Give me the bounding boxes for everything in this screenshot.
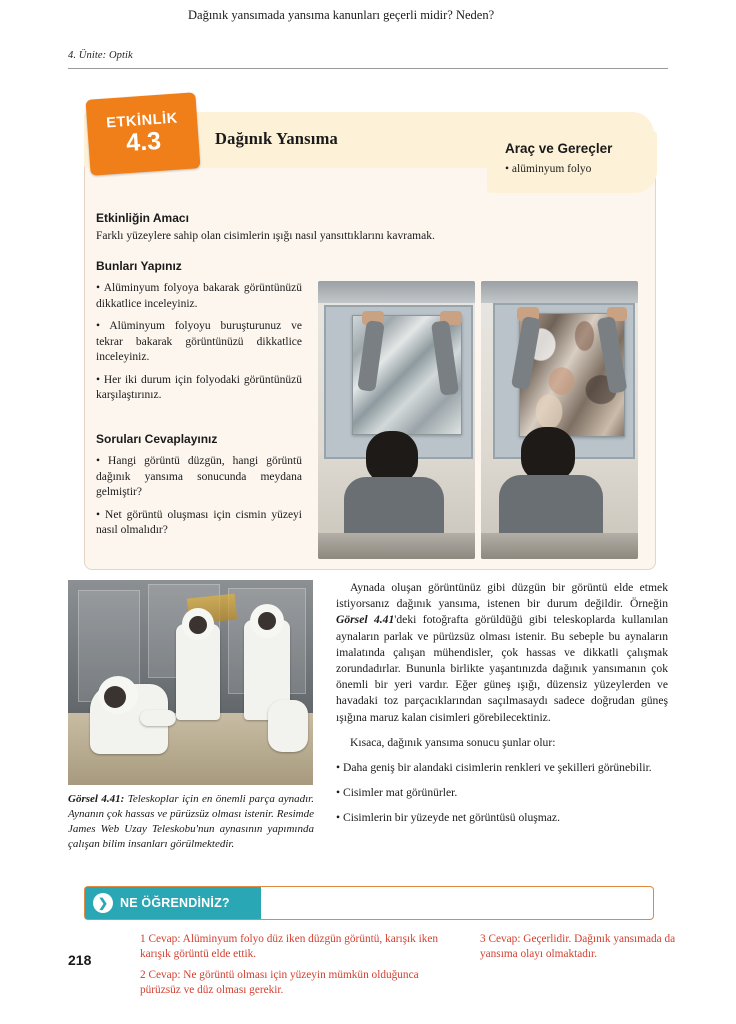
do-heading: Bunları Yapınız (96, 259, 182, 273)
header-divider (68, 68, 668, 69)
unit-header: 4. Ünite: Optik (68, 50, 133, 61)
do-list (96, 281, 302, 411)
questions-heading: Soruları Cevaplayınız (96, 432, 218, 446)
body-p1-part-b: 'deki fotoğrafta görüldüğü gibi teleskoplarda kullanılan aynaların parlak ve pürüzsüz olması istenir. Bu sebeple bu aynaların imalatında çalışan mühendisler, çok hassas ve dikkatli çalışmak zorundadırlar. Bununla birlikte yaşantınızda dağınık yansımanın çok önemli bir yeri vardır. Eğer güneş ışığı, düzensiz yüzeylerden ve havadaki toz parçacıklarından saçılmasaydı sadece doğrudan güneş ışığına maruz kalan cisimleri görebilecektiniz. (336, 613, 669, 724)
figure-caption-text: Teleskoplar için en önemli parça aynadır. Aynanın çok hassas ve pürüzsüz olması istenir. Resimde James Web Uzay Teleskobu'nun aynasının yapımında çalışan bilim insanları görülmektedir. (68, 793, 314, 850)
body-bullet: • Daha geniş bir alandaki cisimlerin renkleri ve şekilleri görünebilir. (336, 761, 652, 775)
chevron-right-icon: ❯ (93, 893, 113, 913)
body-paragraph-1 (336, 580, 668, 726)
what-did-you-learn-label-box (85, 887, 261, 919)
activity-badge (85, 92, 200, 175)
figure-image-cleanroom (68, 580, 313, 785)
do-item: • Alüminyum folyoya bakarak görüntünüzü dikkatlice inceleyiniz. (96, 282, 302, 310)
body-p1-emphasis: Görsel 4.41 (336, 613, 395, 627)
activity-badge-number: 4.3 (125, 126, 162, 158)
activity-badge-word: ETKİNLİK (105, 110, 179, 132)
do-item: • Alüminyum folyoyu buruşturunuz ve tekrar bakarak görüntünüzü dikkatlice inceleyiniz. (96, 320, 302, 363)
what-did-you-learn-question: Dağınık yansımada yansıma kanunları geçerli midir? Neden? (188, 8, 495, 22)
body-bullet: • Cisimlerin bir yüzeyde net görüntüsü oluşmaz. (336, 811, 560, 825)
question-item: • Hangi görüntü düzgün, hangi görüntü dağınık yansıma sonucunda meydana gelmiştir? (96, 455, 302, 498)
what-did-you-learn-label: NE ÖĞRENDİNİZ? (120, 896, 230, 910)
materials-item: • alüminyum folyo (505, 163, 592, 175)
body-p1-part-a: Aynada oluşan görüntünüz gibi düzgün bir görüntü elde etmek istiyorsanız dağınık yansıma, istenen bir durum değildir. Örneğin (336, 581, 668, 611)
what-did-you-learn-bar (84, 886, 654, 920)
activity-photo-flat-foil (318, 281, 475, 559)
figure-label: Görsel 4.41: (68, 793, 125, 805)
figure-caption (68, 792, 314, 852)
activity-photo-crumpled-foil (481, 281, 638, 559)
answer-3: 3 Cevap: Geçerlidir. Dağınık yansımada da yansıma olayı olmaktadır. (480, 933, 676, 960)
answer-1: 1 Cevap: Alüminyum folyo düz iken düzgün görüntü, karışık iken karışık görüntü elde ettik. (140, 933, 439, 960)
question-item: • Net görüntü oluşması için cismin yüzeyi nasıl olmalıdır? (96, 508, 302, 536)
aim-text: Farklı yüzeylere sahip olan cisimlerin ışığı nasıl yansıttıklarını kavramak. (96, 230, 435, 242)
do-item: • Her iki durum için folyodaki görüntünüzü karşılaştırınız. (96, 373, 302, 401)
body-paragraph-2: Kısaca, dağınık yansıma sonucu şunlar olur: (350, 735, 556, 749)
answer-2: 2 Cevap: Ne görüntü olması için yüzeyin mümkün olduğunca pürüzsüz ve düz olması gerekir. (140, 969, 419, 996)
materials-title: Araç ve Gereçler (505, 141, 613, 156)
page-number: 218 (68, 952, 92, 968)
questions-list (96, 454, 302, 546)
body-bullet: • Cisimler mat görünürler. (336, 786, 458, 800)
main-body-column (336, 580, 668, 836)
aim-heading: Etkinliğin Amacı (96, 211, 189, 225)
activity-title: Dağınık Yansıma (215, 129, 338, 148)
